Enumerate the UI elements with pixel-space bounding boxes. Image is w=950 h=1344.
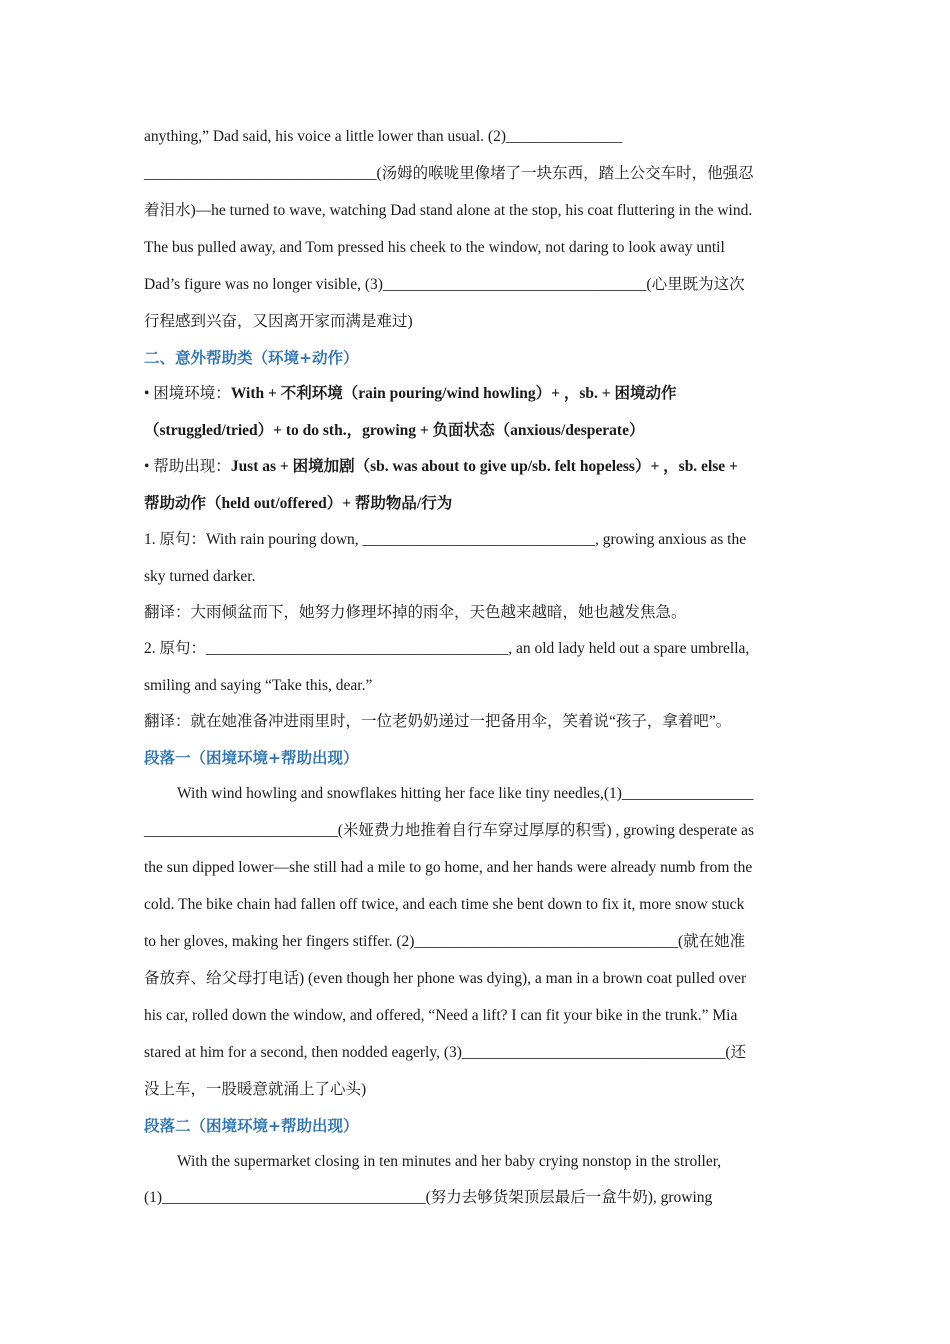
section-heading: 二、意外帮助类（环境+动作） [144, 349, 359, 367]
text-line: _________________________(米娅费力地推着自行车穿过厚厚的积雪) , growing desperate as [144, 821, 755, 839]
rule-environment [144, 376, 806, 413]
text-line: Dad’s figure was no longer visible, (3)__________________________________(心里既为这次 [144, 276, 745, 293]
example-1-sentence-continued: sky turned darker. [144, 567, 256, 585]
example-1-sentence: 1. 原句：With rain pouring down, ______________________________, growing anxious as the [144, 531, 747, 548]
text-line: With wind howling and snowflakes hitting her face like tiny needles,(1)_________________ [177, 785, 754, 802]
rule-label: • 困境环境： [144, 385, 231, 402]
intro-block [144, 118, 806, 340]
rule-formula: Just as + 困境加剧（sb. was about to give up/sb. felt hopeless）+ ，sb. else + [230, 458, 738, 475]
rule-formula-continued: 帮助动作（held out/offered）+ 帮助物品/行为 [144, 494, 453, 512]
rule-label: • 帮助出现： [144, 458, 231, 475]
text-line: cold. The bike chain had fallen off twice, and each time she bent down to fix it, more snow stuck [144, 895, 745, 913]
page-content [144, 118, 806, 1216]
rule-help [144, 449, 806, 486]
example-2-translation: 翻译：就在她准备冲进雨里时，一位老奶奶递过一把备用伞，笑着说“孩子，拿着吧”。 [144, 713, 732, 730]
rule-formula-continued: （struggled/tried）+ to do sth.，growing + 负面状态（anxious/desperate） [144, 421, 645, 439]
paragraph-one [144, 740, 806, 1108]
text-line: 行程感到兴奋，又因离开家而满是难过) [144, 313, 413, 330]
text-line: his car, rolled down the window, and offered, “Need a lift? I can fit your bike in the trunk.” Mia [144, 1006, 738, 1024]
text-line: to her gloves, making her fingers stiffer. (2)__________________________________(就在她准 [144, 932, 746, 950]
text-line: the sun dipped lower—she still had a mile to go home, and her hands were already numb from the [144, 858, 753, 876]
text-line: ______________________________(汤姆的喉咙里像堵了一块东西，踏上公交车时，他强忍 [144, 165, 754, 182]
paragraph-two [144, 1108, 806, 1217]
example-2-sentence: 2. 原句：_______________________________________, an old lady held out a spare umbrella, [144, 640, 750, 657]
example-1-translation: 翻译：大雨倾盆而下，她努力修理坏掉的雨伞，天色越来越暗，她也越发焦急。 [144, 604, 687, 621]
text-line: 备放弃、给父母打电话) (even though her phone was dying), a man in a brown coat pulled over [144, 969, 747, 987]
text-line: 着泪水)—he turned to wave, watching Dad stand alone at the stop, his coat fluttering in the wind. [144, 202, 753, 219]
section-unexpected-help [144, 340, 806, 740]
rule-formula: With + 不利环境（rain pouring/wind howling）+ ，sb. + 困境动作 [230, 385, 677, 402]
text-line: stared at him for a second, then nodded eagerly, (3)__________________________________(还 [144, 1043, 747, 1061]
text-line: anything,” Dad said, his voice a little lower than usual. (2)_______________ [144, 128, 623, 145]
text-line: With the supermarket closing in ten minutes and her baby crying nonstop in the stroller, [177, 1152, 722, 1170]
example-2-sentence-continued: smiling and saying “Take this, dear.” [144, 676, 373, 694]
text-line: The bus pulled away, and Tom pressed his cheek to the window, not daring to look away until [144, 239, 725, 256]
text-line: (1)__________________________________(努力去够货架顶层最后一盒牛奶), growing [144, 1189, 713, 1206]
text-line: 没上车，一股暖意就涌上了心头) [144, 1080, 367, 1098]
paragraph-heading: 段落二（困境环境+帮助出现） [144, 1116, 359, 1135]
paragraph-heading: 段落一（困境环境+帮助出现） [144, 749, 359, 767]
